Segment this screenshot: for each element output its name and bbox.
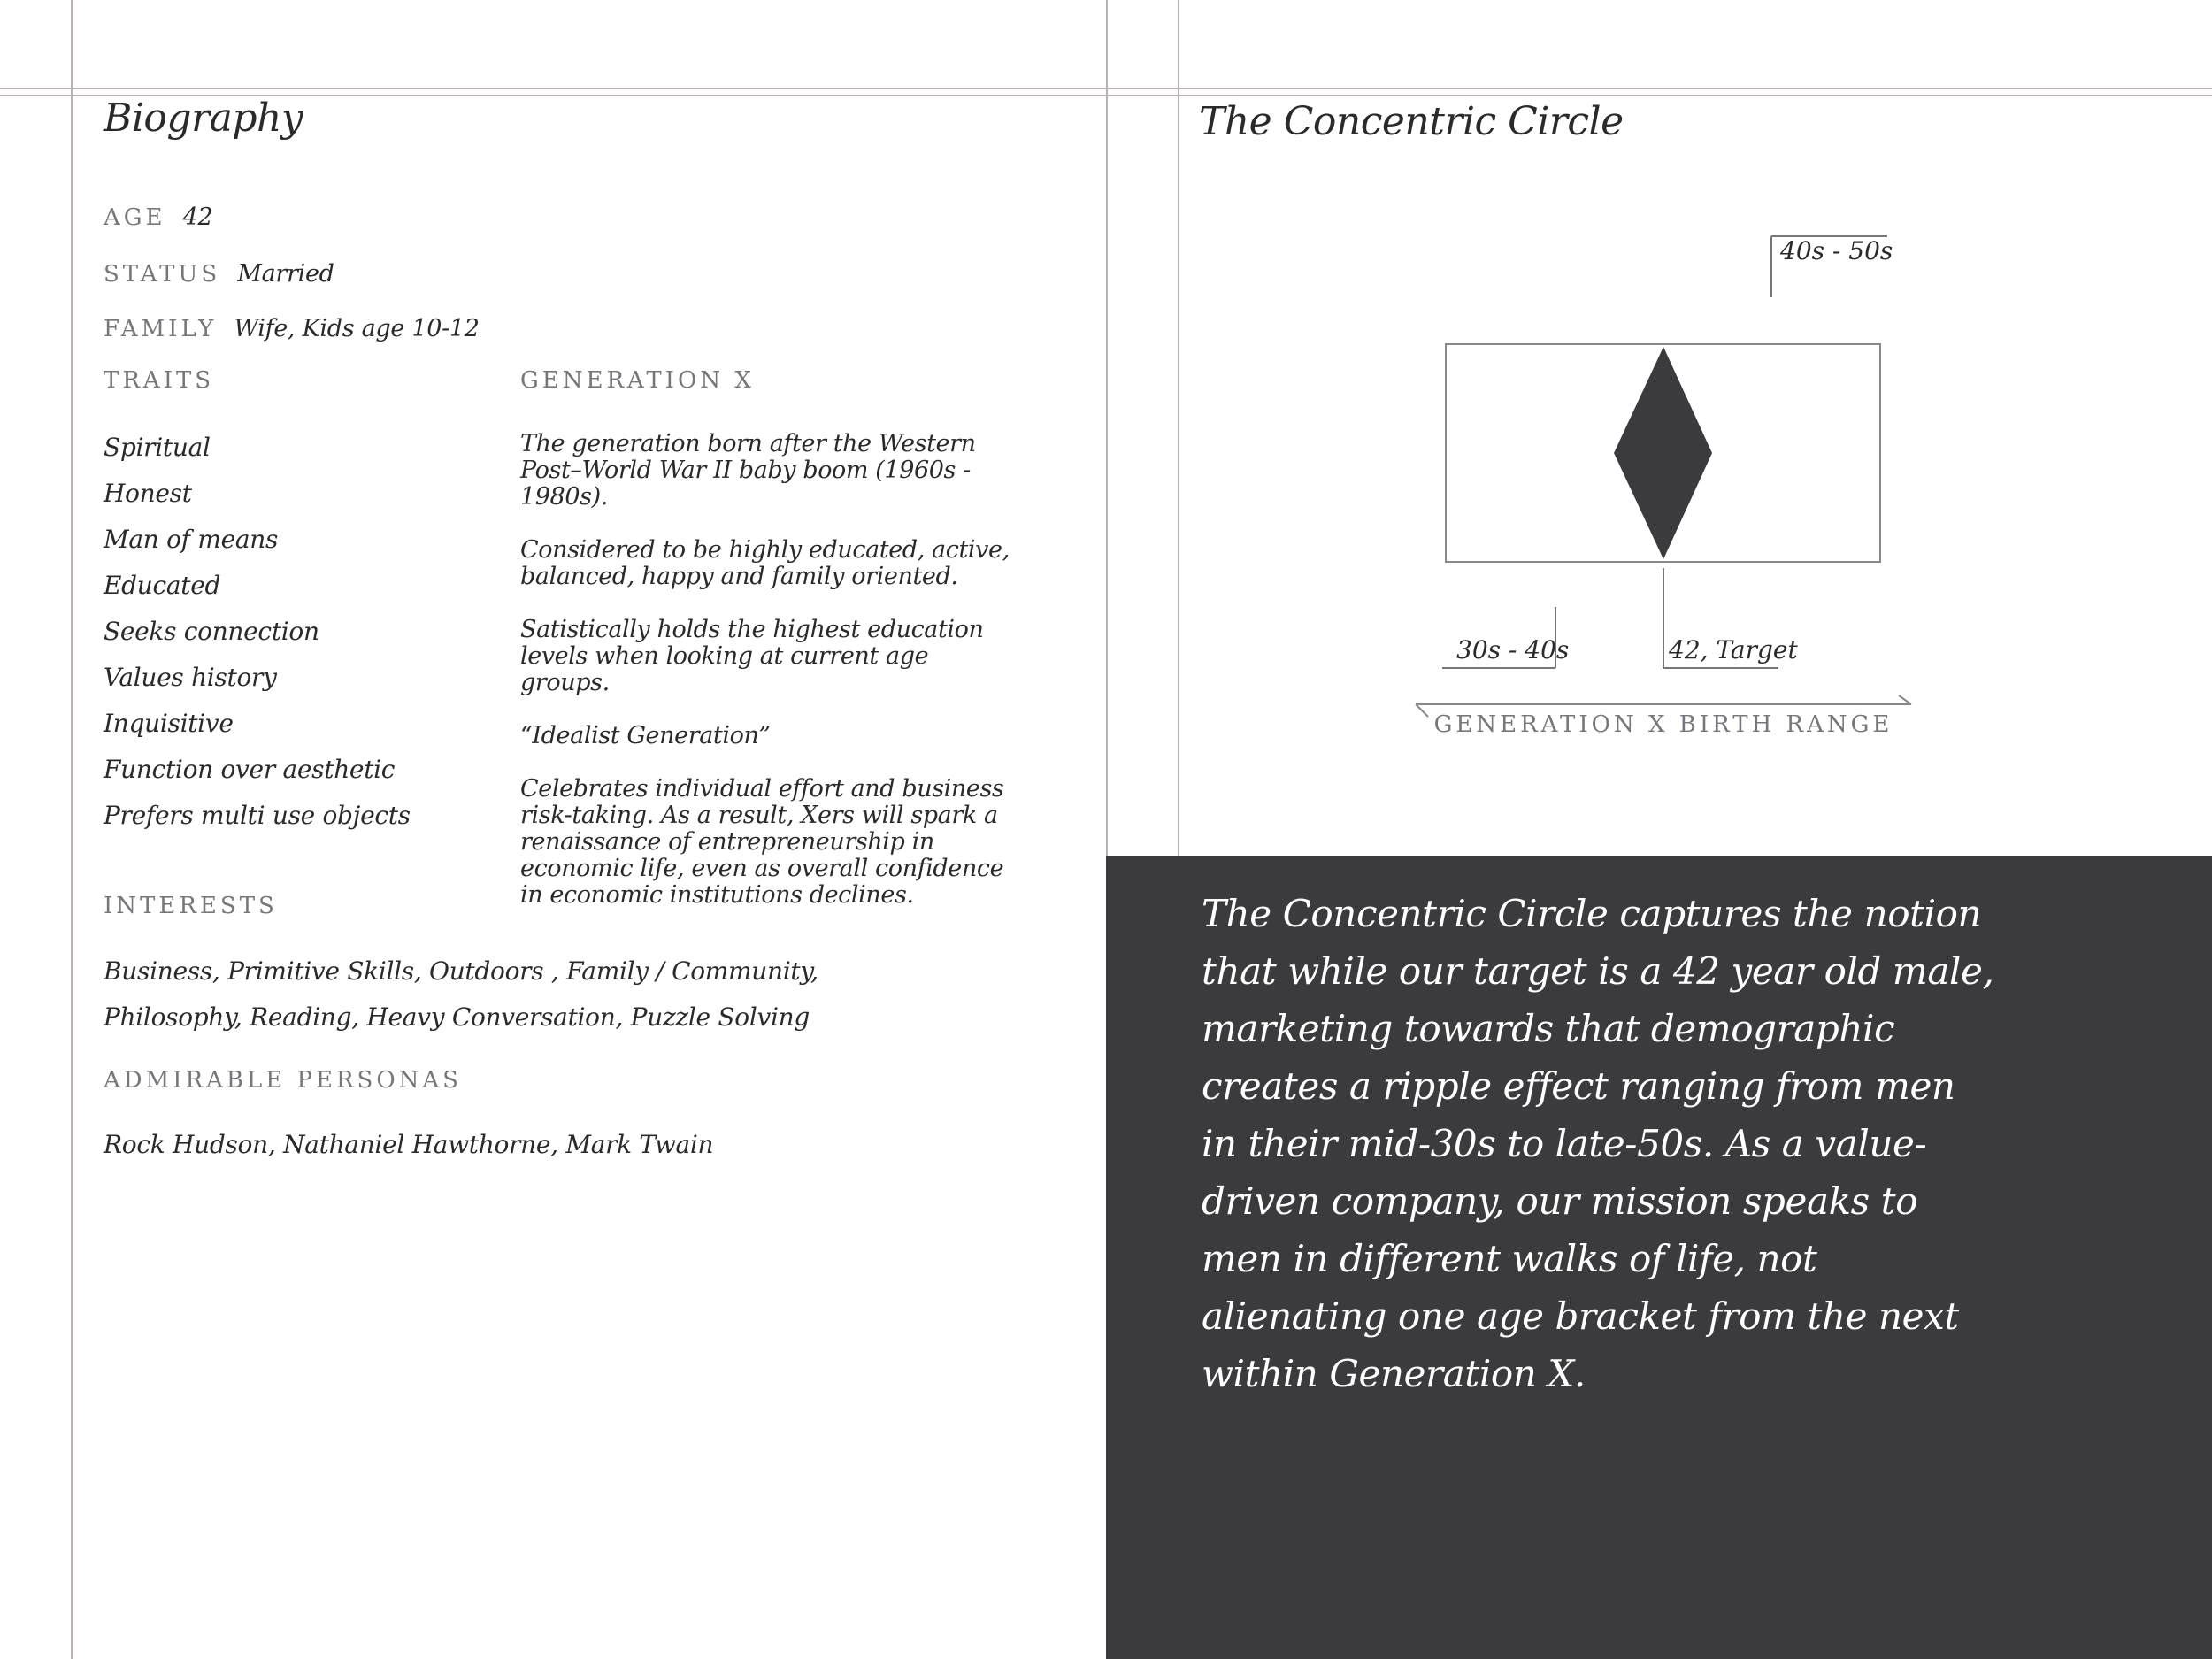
label-lower-left: 30s - 40s <box>1456 635 1570 664</box>
status-value: Married <box>237 260 334 288</box>
generation-paragraph: Considered to be highly educated, active, balanced, happy and family oriented. <box>520 536 1010 590</box>
concentric-quote: The Concentric Circle captures the notion that while our target is a 42 year old male, marketing towards that demographic creates a ripple effect ranging from men in their mid-30s to late-50s. As a value-driven company, our mission speaks to men in different walks of life, not alienating one age bracket from the next within Generation X. <box>1202 892 1994 1395</box>
interests-label: INTERESTS <box>104 893 278 919</box>
list-item: Honest <box>104 479 192 508</box>
biography-heading: Biography <box>104 96 303 141</box>
age-label: AGE <box>104 204 166 231</box>
list-item: Seeks connection <box>104 617 319 646</box>
list-item: Man of means <box>104 525 279 554</box>
axis-tick-left <box>1416 704 1428 717</box>
list-item: Inquisitive <box>104 709 234 738</box>
generation-paragraph: The generation born after the Western Post–World War II baby boom (1960s - 1980s). <box>520 430 976 511</box>
list-item: Spiritual <box>104 433 211 462</box>
personas-value: Rock Hudson, Nathaniel Hawthorne, Mark Twain <box>104 1130 714 1159</box>
generation-paragraph: Celebrates individual effort and business risk-taking. As a result, Xers will spark a renaissance of entrepreneurship in economic life, even as overall confidence in economic institutions declines. <box>520 775 1004 909</box>
interests-line: Business, Primitive Skills, Outdoors , Family / Community, <box>104 956 818 986</box>
family-label: FAMILY <box>104 316 218 342</box>
label-upper: 40s - 50s <box>1780 236 1893 265</box>
family-value: Wife, Kids age 10-12 <box>234 315 480 342</box>
status-label: STATUS <box>104 261 221 288</box>
label-target: 42, Target <box>1669 635 1798 664</box>
age-value: 42 <box>182 204 213 231</box>
list-item: Values history <box>104 663 277 692</box>
concentric-heading: The Concentric Circle <box>1199 99 1624 144</box>
interests-text <box>104 949 818 1041</box>
list-item: Educated <box>104 571 221 600</box>
traits-label: TRAITS <box>104 367 215 394</box>
list-item: Prefers multi use objects <box>104 801 411 830</box>
personas-label: ADMIRABLE PERSONAS <box>104 1067 462 1094</box>
target-diamond <box>1614 347 1712 559</box>
generation-label: GENERATION X <box>520 367 755 394</box>
axis-tick-right <box>1899 695 1911 704</box>
axis-label: GENERATION X BIRTH RANGE <box>1433 711 1893 738</box>
generation-paragraph: Satistically holds the highest education levels when looking at current age groups. <box>520 616 984 696</box>
interests-line: Philosophy, Reading, Heavy Conversation, Puzzle Solving <box>104 1002 810 1032</box>
generation-paragraph: “Idealist Generation” <box>520 722 771 749</box>
list-item: Function over aesthetic <box>104 755 396 784</box>
